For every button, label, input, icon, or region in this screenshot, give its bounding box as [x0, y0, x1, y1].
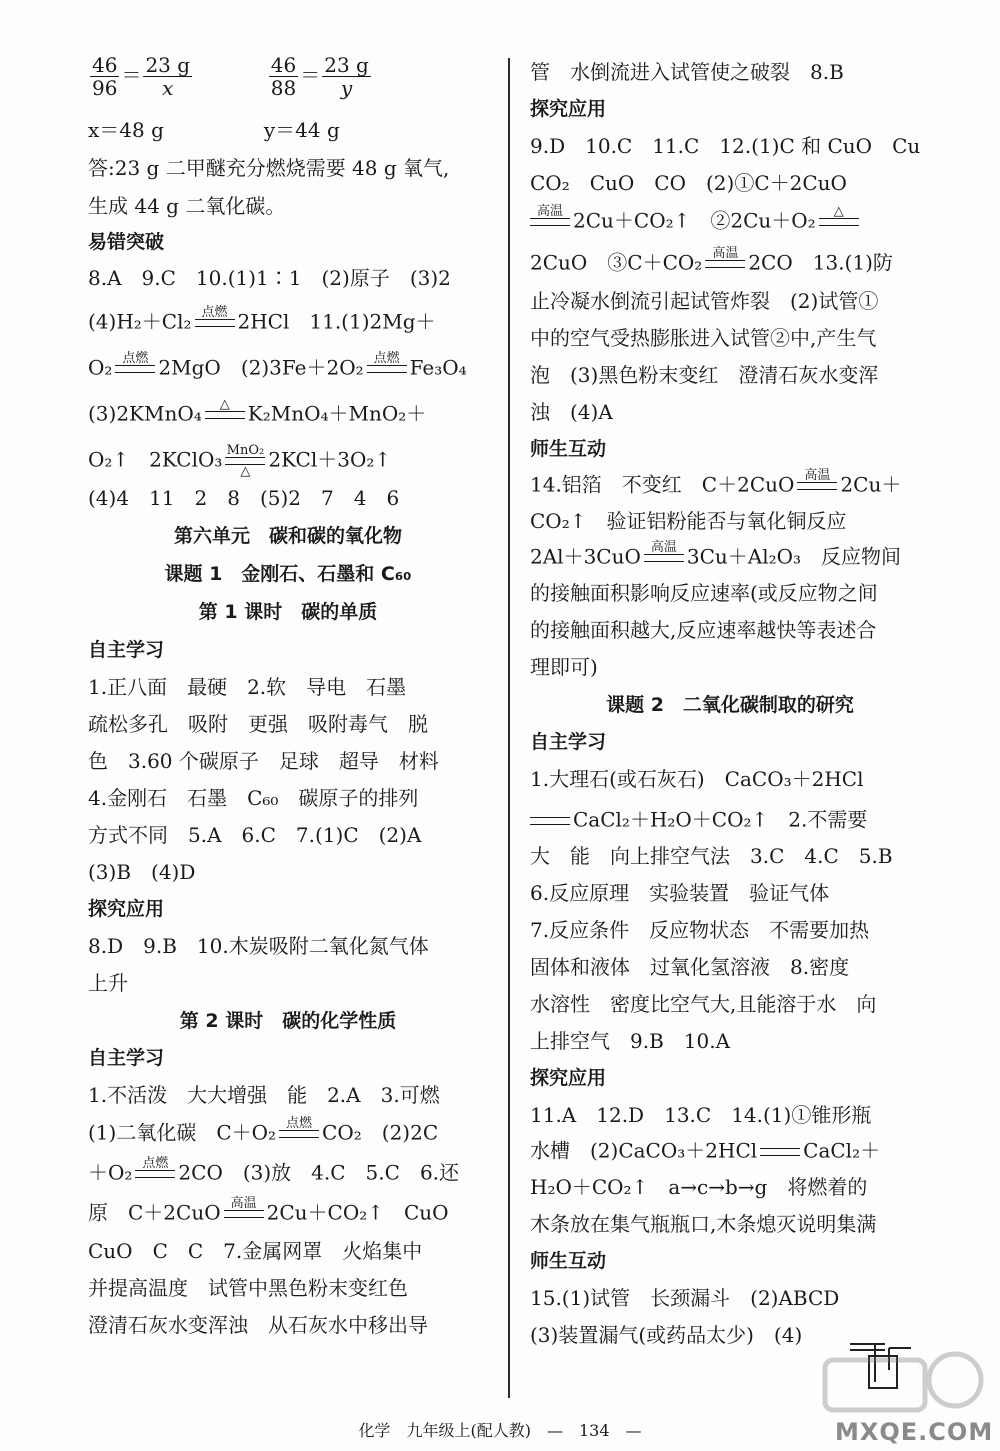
fraction: $\frac{46}{88}$: [270, 53, 297, 100]
lesson-title: 课题 1 金刚石、石墨和 C₆₀: [164, 563, 412, 585]
text-line: 浊 (4)A: [530, 400, 613, 424]
right-column: [530, 54, 930, 1347]
text-line: 止冷凝水倒流引起试管炸裂 (2)试管①: [530, 289, 879, 313]
reaction-arrow: 点燃: [367, 352, 407, 386]
period-title: 第 2 课时 碳的化学性质: [179, 1010, 397, 1032]
text-line: CaCl₂＋H₂O＋CO₂↑ 2.不需要: [530, 804, 930, 838]
section-heading: 探究应用: [88, 898, 165, 920]
text-line: (4)H₂＋Cl₂ 点燃 2HCl 11.(1)2Mg＋: [88, 306, 488, 340]
text-line: 9.D 10.C 11.C 12.(1)C 和 CuO Cu: [530, 134, 921, 158]
text-line: 管 水倒流进入试管使之破裂 8.B: [530, 60, 844, 84]
text-line: 8.D 9.B 10.木炭吸附二氧化氮气体: [88, 934, 429, 958]
text-line: 1.不活泼 大大增强 能 2.A 3.可燃: [88, 1083, 440, 1107]
text-line: 并提高温度 试管中黑色粉末变红色: [88, 1276, 408, 1300]
section-heading: 探究应用: [530, 98, 607, 120]
text-line: 8.A 9.C 10.(1)1∶1 (2)原子 (3)2: [88, 266, 451, 290]
text-line: CO₂ CuO CO (2)①C＋2CuO: [530, 171, 847, 195]
text-line: CuO C C 7.金属网罩 火焰集中: [88, 1239, 423, 1263]
text-line: CO₂↑ 验证铝粉能否与氧化铜反应: [530, 509, 847, 533]
reaction-arrow: 高温: [797, 469, 837, 503]
reaction-arrow: 点燃: [135, 1157, 175, 1191]
text-line: 15.(1)试管 长颈漏斗 (2)ABCD: [530, 1286, 840, 1310]
text-line: (3)2KMnO₄ △ K₂MnO₄＋MnO₂＋: [88, 398, 488, 432]
reaction-arrow: [530, 804, 570, 838]
text-line: 6.反应原理 实验装置 验证气体: [530, 881, 830, 905]
reaction-arrow: 高温: [530, 205, 570, 239]
unit-title: 第六单元 碳和碳的氧化物: [173, 525, 402, 547]
text-line: 原 C＋2CuO 高温 2Cu＋CO₂↑ CuO: [88, 1197, 488, 1231]
text-line: ＋O₂ 点燃 2CO (3)放 4.C 5.C 6.还: [88, 1157, 488, 1191]
text-line: 水溶性 密度比空气大,且能溶于水 向: [530, 992, 877, 1016]
text-line: 木条放在集气瓶瓶口,木条熄灭说明集满: [530, 1212, 877, 1236]
reaction-arrow: MnO₂ △: [226, 443, 265, 479]
column-divider: [508, 58, 510, 1398]
text-line: 11.A 12.D 13.C 14.(1)①锥形瓶: [530, 1103, 872, 1127]
reaction-arrow: △: [819, 205, 859, 239]
reaction-arrow: △: [205, 398, 245, 432]
section-heading: 自主学习: [88, 639, 165, 661]
text-line: x＝48 g y＝44 g: [88, 118, 340, 142]
section-heading: 自主学习: [88, 1047, 165, 1069]
reaction-arrow: 点燃: [195, 306, 235, 340]
period-title: 第 1 课时 碳的单质: [198, 601, 378, 623]
text-line: 固体和液体 过氧化氢溶液 8.密度: [530, 955, 850, 979]
section-heading: 易错突破: [88, 231, 165, 253]
section-heading: 自主学习: [530, 731, 607, 753]
text-line: 大 能 向上排空气法 3.C 4.C 5.B: [530, 844, 893, 868]
reaction-arrow: 点燃: [115, 352, 155, 386]
text-line: 色 3.60 个碳原子 足球 超导 材料: [88, 749, 439, 773]
text-line: 的接触面积影响反应速率(或反应物之间: [530, 581, 878, 605]
text-line: (4)4 11 2 8 (5)2 7 4 6: [88, 486, 400, 510]
lesson-title: 课题 2 二氧化碳制取的研究: [606, 694, 854, 716]
text-line: 高温 2Cu＋CO₂↑ ②2Cu＋O₂ △: [530, 205, 930, 239]
text-line: 14.铝箔 不变红 C＋2CuO 高温 2Cu＋: [530, 469, 930, 503]
text-line: 2Al＋3CuO 高温 3Cu＋Al₂O₃ 反应物间: [530, 541, 930, 575]
text-line: (3)B (4)D: [88, 860, 196, 884]
text-line: 答:23 g 二甲醚充分燃烧需要 48 g 氧气,: [88, 156, 450, 180]
text-line: 1.正八面 最硬 2.软 导电 石墨: [88, 675, 407, 699]
fraction: $\frac{23 g}{x}$: [145, 53, 191, 100]
reaction-arrow: 高温: [224, 1197, 264, 1231]
text-line: 泡 (3)黑色粉末变红 澄清石灰水变浑: [530, 363, 879, 387]
text-line: 上升: [88, 971, 128, 995]
reaction-arrow: 点燃: [279, 1117, 319, 1151]
text-line: O₂ 点燃 2MgO (2)3Fe＋2O₂ 点燃 Fe₃O₄: [88, 352, 488, 386]
text-line: 疏松多孔 吸附 更强 吸附毒气 脱: [88, 712, 428, 736]
section-heading: 师生互动: [530, 438, 607, 460]
text-line: 7.反应条件 反应物状态 不需要加热: [530, 918, 870, 942]
reaction-arrow: 高温: [705, 247, 745, 281]
reaction-arrow: [760, 1135, 800, 1169]
text-line: (3)装置漏气(或药品太少) (4): [530, 1323, 803, 1347]
left-column: [88, 54, 488, 1337]
text-line: (1)二氧化碳 C＋O₂ 点燃 CO₂ (2)2C: [88, 1117, 488, 1151]
text-line: 上排空气 9.B 10.A: [530, 1029, 731, 1053]
text-line: 中的空气受热膨胀进入试管②中,产生气: [530, 326, 877, 350]
fraction: $\frac{23 g}{y}$: [324, 53, 369, 100]
fraction: $\frac{46}{96}$: [92, 53, 118, 100]
text-line: 2CuO ③C＋CO₂ 高温 2CO 13.(1)防: [530, 247, 930, 281]
text-line: 1.大理石(或石灰石) CaCO₃＋2HCl: [530, 767, 864, 791]
text-line: 理即可): [530, 655, 598, 679]
text-line: 的接触面积越大,反应速率越快等表述合: [530, 618, 877, 642]
section-heading: 师生互动: [530, 1250, 607, 1272]
text-line: 澄清石灰水变浑浊 从石灰水中移出导: [88, 1313, 428, 1337]
fraction-equation-row: $\frac{46}{96}$ ＝ $\frac{23 g}{x}$ $\frac{46}{88}$ ＝ $\frac{23 g}{y}$: [92, 53, 369, 100]
text-line: O₂↑ 2KClO₃ MnO₂ △ 2KCl＋3O₂↑: [88, 443, 392, 479]
watermark-text: MXQE.COM: [835, 1418, 994, 1446]
page-footer: 化学 九年级上(配人教) — 134 —: [358, 1421, 642, 1440]
text-line: 4.金刚石 石墨 C₆₀ 碳原子的排列: [88, 786, 419, 810]
text-line: 生成 44 g 二氧化碳。: [88, 194, 286, 218]
text-line: H₂O＋CO₂↑ a→c→b→g 将燃着的: [530, 1175, 868, 1199]
section-heading: 探究应用: [530, 1067, 607, 1089]
reaction-arrow: 高温: [644, 541, 684, 575]
text-line: 方式不同 5.A 6.C 7.(1)C (2)A: [88, 823, 422, 847]
text-line: 水槽 (2)CaCO₃＋2HCl CaCl₂＋: [530, 1135, 930, 1169]
